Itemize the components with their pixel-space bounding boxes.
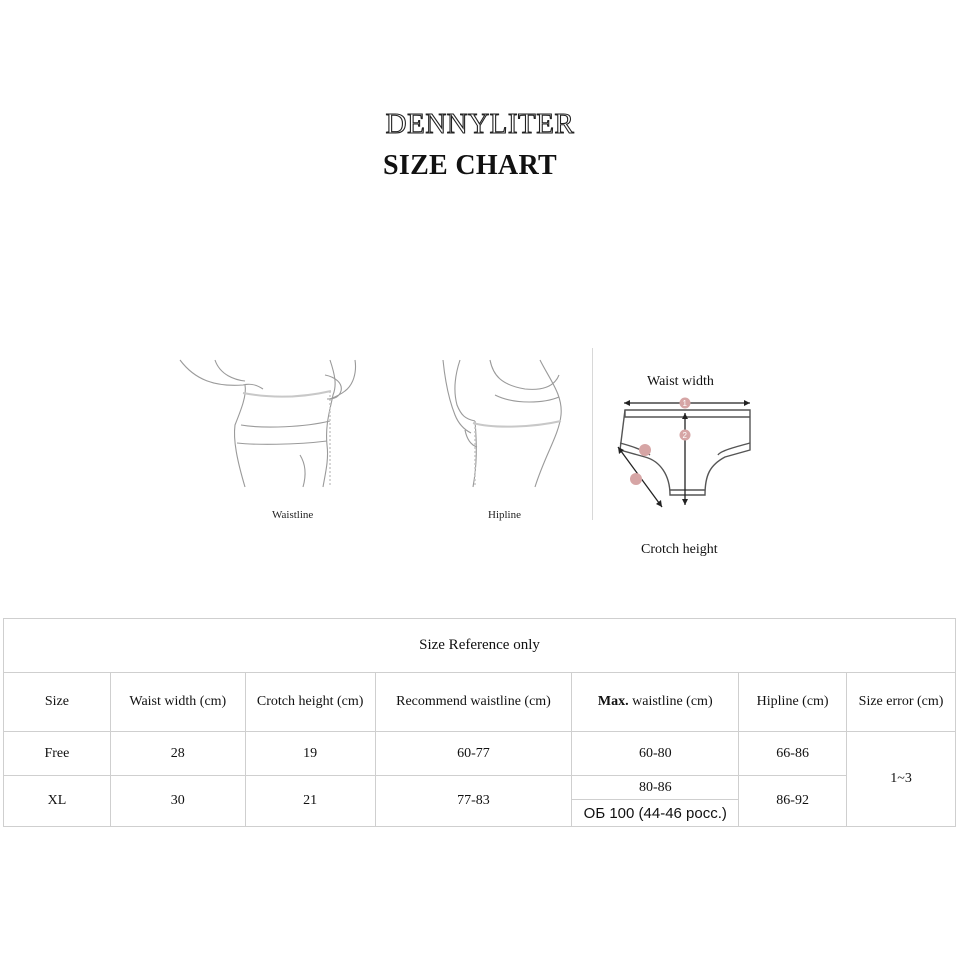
marker-2: 2	[682, 431, 687, 440]
cell-waist-width: 28	[110, 732, 245, 776]
table-row	[4, 732, 956, 776]
cell-size-error: 1~3	[847, 732, 956, 827]
waistline-illustration	[175, 355, 365, 495]
cell-crotch-height: 19	[245, 732, 375, 776]
waistline-label: Waistline	[272, 509, 314, 521]
cell-waist-width: 30	[110, 776, 245, 827]
header-size-error: Size error (cm)	[847, 673, 956, 732]
brand-name: DENNYLITER	[385, 108, 575, 140]
cell-size: Free	[4, 732, 111, 776]
cell-recommend-waistline: 60-77	[375, 732, 572, 776]
table-header-row	[4, 673, 956, 732]
header-size: Size	[4, 673, 111, 732]
cell-max-waistline-note: ОБ 100 (44-46 росс.)	[572, 800, 739, 827]
max-waistline-text: waistline (cm)	[628, 694, 713, 709]
crotch-height-label: Crotch height	[641, 542, 718, 557]
header-recommend-waistline: Recommend waistline (cm)	[375, 673, 572, 732]
cell-max-waistline: 60-80	[572, 732, 739, 776]
brief-measurement-diagram	[600, 395, 775, 520]
page-title: SIZE CHART	[383, 150, 557, 181]
cell-size: XL	[4, 776, 111, 827]
table-row	[4, 776, 956, 800]
cell-max-waistline: 80-86	[572, 776, 739, 800]
hipline-illustration	[435, 355, 575, 495]
max-prefix: Max.	[597, 694, 629, 709]
figure-divider	[592, 348, 593, 520]
waist-width-label: Waist width	[647, 374, 714, 389]
header-hipline: Hipline (cm)	[739, 673, 847, 732]
cell-recommend-waistline: 77-83	[375, 776, 572, 827]
header-crotch-height: Crotch height (cm)	[245, 673, 375, 732]
header-max-waistline	[572, 673, 739, 732]
header-waist-width: Waist width (cm)	[110, 673, 245, 732]
table-caption: Size Reference only	[4, 619, 956, 673]
size-table	[3, 618, 956, 827]
hipline-label: Hipline	[488, 509, 521, 521]
cell-crotch-height: 21	[245, 776, 375, 827]
cell-hipline: 86-92	[739, 776, 847, 827]
cell-hipline: 66-86	[739, 732, 847, 776]
marker-1: 1	[682, 399, 687, 408]
